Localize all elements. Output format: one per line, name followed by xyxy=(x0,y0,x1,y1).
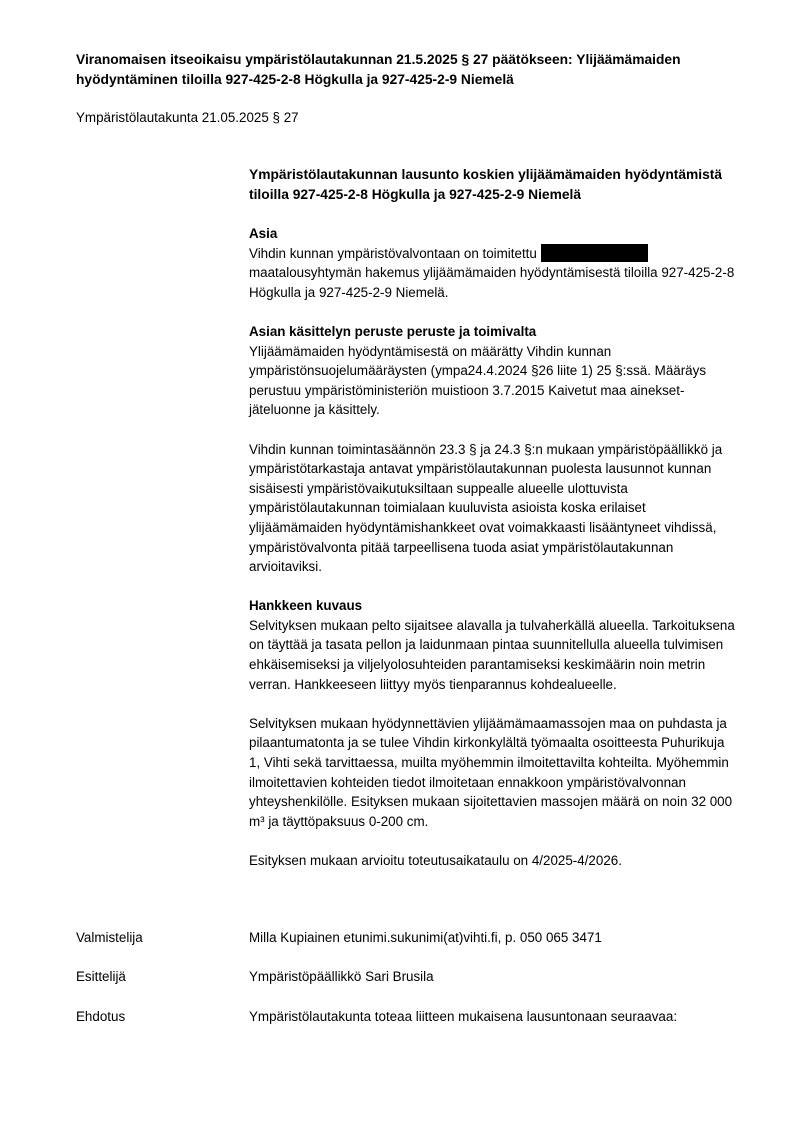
section-asia xyxy=(249,224,739,302)
section-heading: Asia xyxy=(249,226,278,241)
redaction-bar xyxy=(541,244,648,262)
section-project-description xyxy=(249,596,739,870)
section-paragraph: Esityksen mukaan arvioitu toteutusaikataulu on 4/2025-4/2026. xyxy=(249,853,622,868)
section-lead-line xyxy=(249,244,739,264)
lead-text: Vihdin kunnan ympäristövalvontaan on toimitettu xyxy=(249,245,537,261)
section-heading: Asian käsittelyn peruste peruste ja toimivalta xyxy=(249,323,537,339)
meeting-reference: Ympäristölautakunta 21.05.2025 § 27 xyxy=(76,110,299,125)
section-paragraph: Ylijäämämaiden hyödyntämisestä on määrätty Vihdin kunnan ympäristönsuojelumääräysten (ympa24.4.2024 §26 liite 1) 25 §:ssä. Määräys perustuu ympäristöministeriön muistioon 3.7.2015 Kaivetut maa ainekset-jäteluonne ja käsittely. xyxy=(249,343,707,418)
meta-label: Ehdotus xyxy=(76,1009,126,1024)
meta-value: Ympäristöpäällikkö Sari Brusila xyxy=(249,969,434,984)
section-paragraph: maatalousyhtymän hakemus ylijäämämaiden hyödyntämisestä tiloilla 927-425-2-8 Högkulla ja 927-425-2-9 Niemelä. xyxy=(249,265,735,300)
meta-value: Ympäristölautakunta toteaa liitteen mukaisena lausuntonaan seuraavaa: xyxy=(249,1009,678,1024)
statement-body xyxy=(249,165,739,890)
section-paragraph: Selvityksen mukaan hyödynnettävien ylijäämämaamassojen maa on puhdasta ja pilaantumatonta ja se tulee Vihdin kirkonkylältä työmaalta osoitteesta Puhurikuja 1, Vihti sekä tarvittaessa, muilta myöhemmin ilmoitettavilta kohteilta. Myöhemmin ilmoitettavien kohteiden tiedot ilmoitetaan ennakkoon ympäristövalvonnan yhteyshenkilölle. Esityksen mukaan sijoitettavien massojen määrä on noin 32 000 m³ ja täyttöpaksuus 0-200 cm. xyxy=(249,715,733,829)
section-paragraph: Vihdin kunnan toimintasäännön 23.3 § ja 24.3 §:n mukaan ympäristöpäällikkö ja ympäristötarkastaja antavat ympäristölautakunnan puolesta lausunnot kunnan sisäisesti ympäristövaikutuksiltaan suppealle alueelle ulottuvista ympäristölautakunnan toimialaan kuuluvista asioista koska erilaiset ylijäämämaiden hyödyntämishankkeet ovat voimakkaasti lisääntyneet vihdissä, ympäristövalvonta pitää tarpeellisena tuoda asiat ympäristölautakunnan arvioitaviksi. xyxy=(249,441,723,575)
meta-label: Valmistelija xyxy=(76,930,143,945)
meta-value: Milla Kupiainen etunimi.sukunimi(at)vihti.fi, p. 050 065 3471 xyxy=(249,930,602,945)
section-paragraph: Selvityksen mukaan pelto sijaitsee alavalla ja tulvaherkällä alueella. Tarkoituksena on täyttää ja tasata pellon ja laidunmaan pintaa suunnitellulla alueella tulvimisen ehkäisemiseksi ja viljelyolosuhteiden parantamiseksi keskimäärin noin metrin verran. Hankkeeseen liittyy myös tienparannus kohdealueelle. xyxy=(249,617,735,692)
meta-label: Esittelijä xyxy=(76,969,126,984)
statement-title: Ympäristölautakunnan lausunto koskien ylijäämämaiden hyödyntämistä tiloilla 927-425-2-8 Högkulla ja 927-425-2-9 Niemelä xyxy=(249,167,723,202)
section-authority xyxy=(249,322,739,577)
section-heading: Hankkeen kuvaus xyxy=(249,598,363,614)
document-title: Viranomaisen itseoikaisu ympäristölautakunnan 21.5.2025 § 27 päätökseen: Ylijäämämaiden hyödyntäminen tiloilla 927-425-2-8 Högkulla ja 927-425-2-9 Niemelä xyxy=(76,52,681,87)
